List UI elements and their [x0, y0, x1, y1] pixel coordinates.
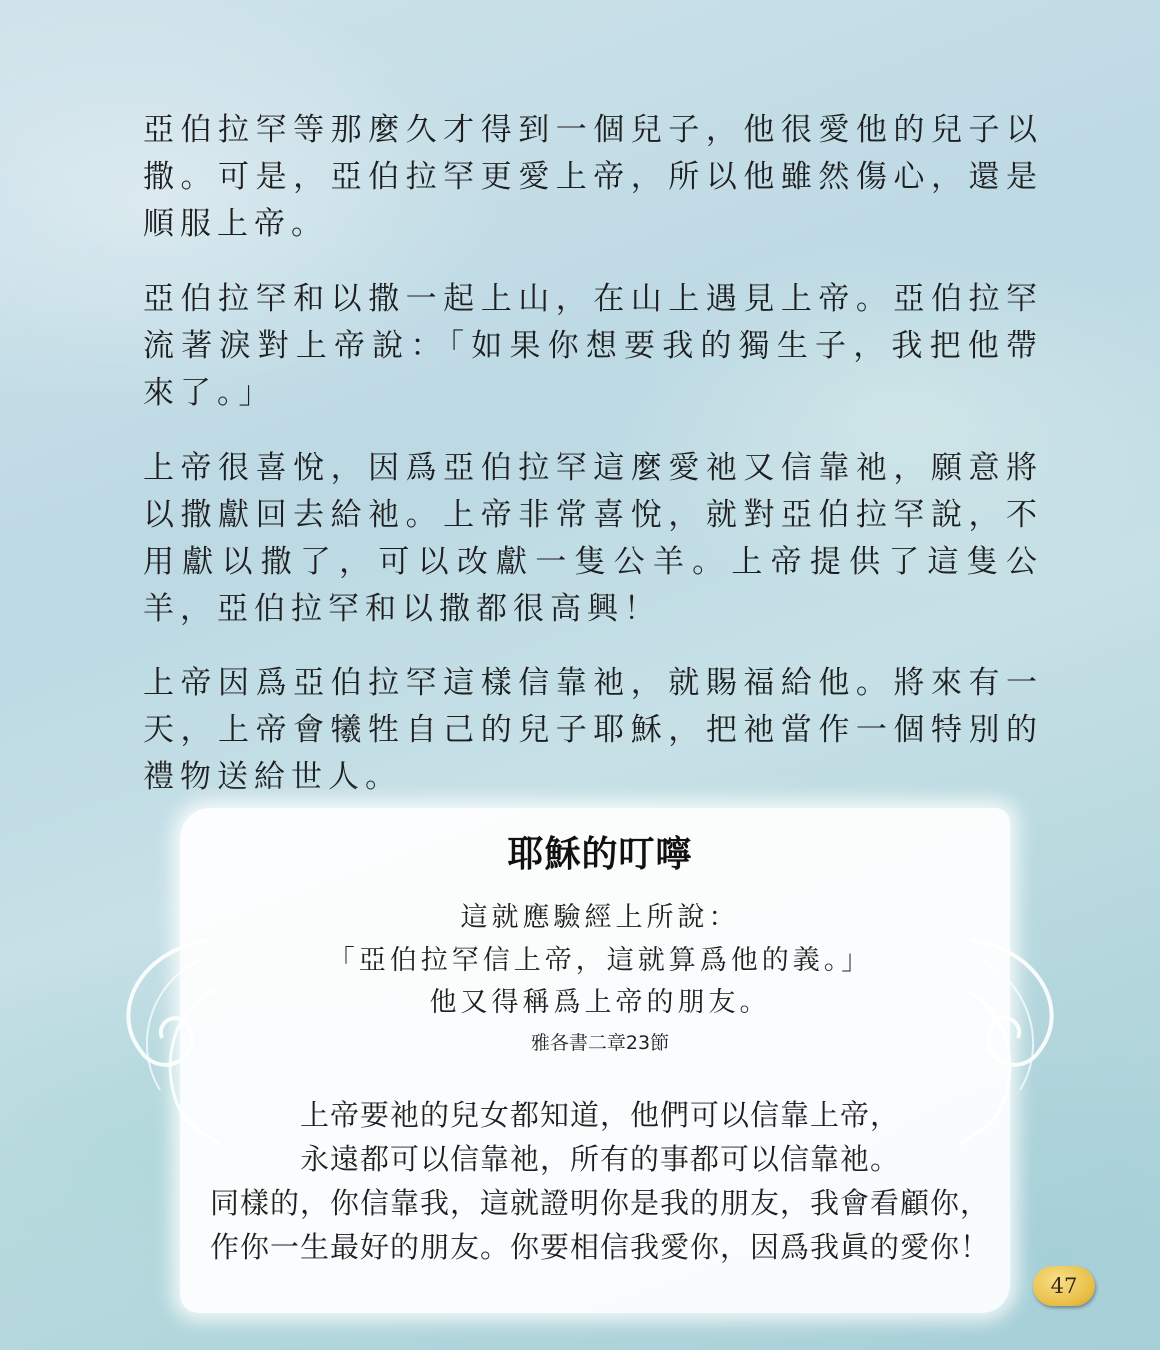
- story-paragraph: 上帝因爲亞伯拉罕這樣信靠祂，就賜福給他。將來有一天，上帝會犧牲自己的兒子耶穌，把祂當作一個特別的禮物送給世人。: [143, 665, 1043, 795]
- story-paragraph: 上帝很喜悅，因爲亞伯拉罕這麼愛祂又信靠祂，願意將以撒獻回去給祂。上帝非常喜悅，就對亞伯拉罕說，不用獻以撒了，可以改獻一隻公羊。上帝提供了這隻公羊，亞伯拉罕和以撒都很高興！: [143, 450, 1043, 627]
- message-line: 上帝要祂的兒女都知道，他們可以信靠上帝，: [299, 1098, 900, 1132]
- verse-line: 這就應驗經上所說：: [460, 902, 740, 933]
- page-number-badge: 47: [1033, 1266, 1095, 1306]
- story-paragraph: 亞伯拉罕等那麼久才得到一個兒子，他很愛他的兒子以撒。可是，亞伯拉罕更愛上帝，所以他雖然傷心，還是順服上帝。: [143, 112, 1043, 242]
- verse-reference: 雅各書二章23節: [530, 1032, 670, 1054]
- message-line: 作你一生最好的朋友。你要相信我愛你，因爲我眞的愛你！: [209, 1230, 990, 1264]
- story-paragraph: 亞伯拉罕和以撒一起上山，在山上遇見上帝。亞伯拉罕流著淚對上帝說：「如果你想要我的獨生子，我把他帶來了。」: [143, 281, 1043, 411]
- message-line: 同樣的，你信靠我，這就證明你是我的朋友，我會看顧你，: [209, 1186, 990, 1220]
- callout-title: 耶穌的叮嚀: [507, 833, 693, 875]
- verse-line: 「亞伯拉罕信上帝，這就算爲他的義。」: [327, 945, 873, 976]
- verse-line: 他又得稱爲上帝的朋友。: [429, 987, 771, 1018]
- message-line: 永遠都可以信靠祂，所有的事都可以信靠祂。: [299, 1142, 900, 1176]
